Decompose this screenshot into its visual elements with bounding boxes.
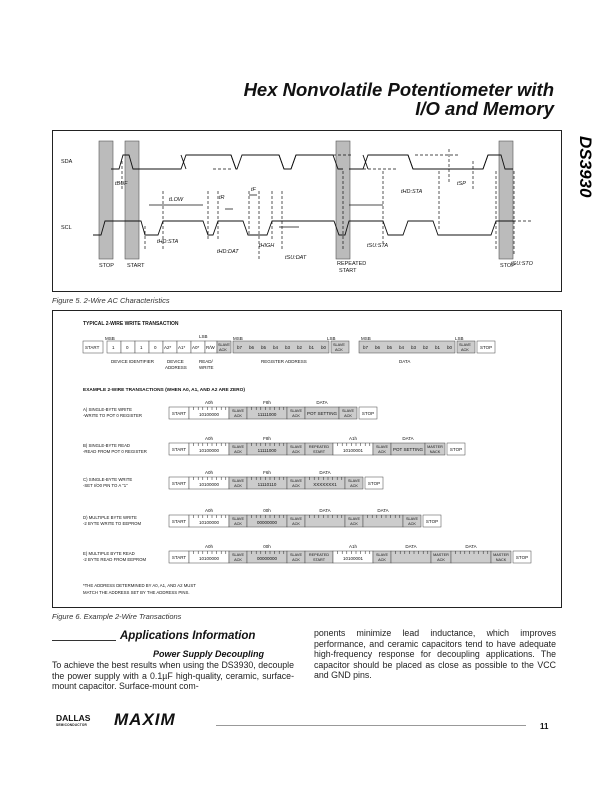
row-label-1-b: -READ FROM POT 0 REGISTER — [83, 449, 147, 454]
row-3-ack1-text-1: ACK — [234, 522, 242, 526]
row-4-rep-text-1: START — [312, 558, 326, 562]
row-2-byte2-hex: F6h — [263, 470, 271, 475]
figure-5-caption: Figure 5. 2-Wire AC Characteristics — [52, 296, 170, 305]
t-hd-sta-2-label: tHD:STA — [401, 189, 423, 195]
slave-ack-2-a: SLAVE — [333, 343, 345, 347]
start-band — [125, 141, 139, 259]
row-4-start-text-0: START — [171, 555, 187, 560]
row-4-ack3-text-0: SLAVE — [376, 553, 388, 557]
msb-2: MSB — [233, 336, 243, 341]
scl-label: SCL — [61, 225, 72, 231]
row-1-byte2-bits: 11111000 — [257, 448, 277, 453]
row-1-start-text-0: START — [171, 447, 187, 452]
stop-label-2: STOP — [500, 263, 515, 269]
title-line-2: I/O and Memory — [415, 98, 554, 119]
stop-band — [99, 141, 113, 259]
row-2-stop-text-0: STOP — [367, 481, 381, 486]
row-label-4-a: E) MULTIPLE BYTE READ — [83, 551, 135, 556]
row-2-byte3-bits: XXXXXXX1 — [313, 482, 337, 487]
row-1-ack3-text-0: SLAVE — [376, 445, 388, 449]
slave-ack-3-a: SLAVE — [459, 343, 471, 347]
data-bit-6: b1 — [435, 345, 441, 350]
t-su-sto-label: tSU:STO — [511, 261, 533, 267]
dallas-text: DALLAS — [56, 713, 91, 723]
row-1-rep-text-0: REPEATED — [308, 445, 330, 449]
row-1-ack2-text-1: ACK — [292, 450, 300, 454]
lsb-2: LSB — [327, 336, 336, 341]
dev-bit-5: A1* — [178, 345, 186, 350]
reg-bit-5: b2 — [297, 345, 303, 350]
row-0-ack2-text-1: ACK — [292, 414, 300, 418]
dev-bit-3: 0 — [154, 345, 157, 350]
row-4-stop-text-0: STOP — [515, 555, 529, 560]
device-label-1: DEVICE — [167, 359, 184, 364]
t-hd-sta-label: tHD:STA — [157, 239, 179, 245]
row-0-pot-text-0: POT SETTING — [307, 411, 337, 416]
repeated-label-1: REPEATED — [337, 261, 367, 267]
row-0-ack1-text-0: SLAVE — [232, 409, 244, 413]
row-label-4-b: -2 BYTE READ FROM EEPROM — [83, 557, 147, 562]
dallas-logo — [56, 713, 90, 727]
row-1-byte1-bits: 10100000 — [198, 448, 220, 453]
reg-bit-1: b6 — [249, 345, 255, 350]
row-2-ack1-text-1: ACK — [234, 484, 242, 488]
paragraph-right: ponents minimize lead inductance, which improves performance, and ceramic capacitors tend to have adequate high-frequency response for decoupling applications. The capacitor should be placed as close as possible to the VCC and GND pins. — [314, 628, 556, 681]
row-3-byte4-hex: DATA — [377, 508, 389, 513]
row-2-byte1-hex: A0h — [204, 470, 214, 475]
row-3-byte2-bits: 00000000 — [256, 520, 278, 525]
row-1-data-label: DATA — [402, 436, 414, 441]
row-0-byte1-bits: 10100000 — [198, 412, 220, 417]
typical-title: TYPICAL 2-WIRE WRITE TRANSACTION — [83, 321, 179, 327]
t-r-label: tR — [219, 195, 225, 201]
row-4-byte5-hex: DATA — [465, 544, 477, 549]
row-4-mnack-text-0: MASTER — [493, 553, 509, 557]
row-2-byte2-bits: 11110110 — [257, 482, 277, 487]
row-4-mack-text-1: ACK — [437, 558, 445, 562]
transactions-diagram — [53, 311, 561, 607]
msb-3: MSB — [361, 336, 371, 341]
read-label-2: WRITE — [199, 365, 214, 370]
t-su-sta-label: tSU:STA — [367, 243, 388, 249]
example-rows — [83, 400, 531, 563]
dev-bit-6: A0* — [192, 345, 200, 350]
row-0-byte2-bits: 11111000 — [257, 412, 277, 417]
t-hd-dat-label: tHD:DAT — [217, 249, 239, 255]
row-3-ack3-text-1: ACK — [350, 522, 358, 526]
dev-bit-4: A2* — [164, 345, 172, 350]
device-label-2: ADDRESS — [165, 365, 187, 370]
data-bit-4: b3 — [411, 345, 417, 350]
row-1-byte2-hex: F8h — [263, 436, 271, 441]
sda-transitions — [181, 155, 296, 169]
note-line-2: MATCH THE ADDRESS SET BY THE ADDRESS PINS. — [83, 590, 190, 595]
data-bit-0: b7 — [363, 345, 369, 350]
t-buf-label: tBUF — [115, 181, 128, 187]
row-2-start-text-0: START — [171, 481, 187, 486]
register-address-label: REGISTER ADDRESS — [261, 359, 307, 364]
row-4-byte5 — [451, 551, 491, 563]
title-line-1: Hex Nonvolatile Potentiometer with — [243, 79, 554, 100]
t-high-label: tHIGH — [259, 243, 275, 249]
row-3-ack1-text-0: SLAVE — [232, 517, 244, 521]
dev-bit-2: 1 — [140, 345, 143, 350]
stop-label: STOP — [99, 263, 114, 269]
row-4-mnack-text-1: NACK — [495, 558, 507, 562]
row-2-ack2-text-0: SLAVE — [290, 479, 302, 483]
msb-1: MSB — [105, 336, 115, 341]
row-4-rep-text-0: REPEATED — [308, 553, 330, 557]
row-3-ack3-text-0: SLAVE — [348, 517, 360, 521]
section-heading: Applications Information — [120, 630, 256, 642]
sda-waveform — [111, 155, 343, 169]
rw-bit: R/W — [206, 345, 215, 350]
row-0-data-label: DATA — [316, 400, 328, 405]
sda-label: SDA — [61, 159, 73, 165]
stop-band-2 — [499, 141, 513, 259]
example-title: EXAMPLE 2-WIRE TRANSACTIONS (WHEN A0, A1, AND A2 ARE ZERO) — [83, 388, 245, 393]
slave-ack-1-b: ACK — [219, 348, 227, 352]
slave-ack-3-b: ACK — [461, 348, 469, 352]
data-bit-5: b2 — [423, 345, 429, 350]
reg-bit-4: b3 — [285, 345, 291, 350]
row-4-byte3-hex: A1h — [348, 544, 358, 549]
row-0-byte1-hex: A0h — [204, 400, 214, 405]
row-1-mnack-text-1: NACK — [429, 450, 441, 454]
row-4-ack2-text-1: ACK — [292, 558, 300, 562]
repeated-label-2: START — [339, 268, 357, 274]
row-3-byte3 — [305, 515, 345, 527]
row-2-ack1-text-0: SLAVE — [232, 479, 244, 483]
typical-start: START — [85, 345, 100, 350]
read-label-1: READ/ — [199, 359, 213, 364]
sda-transitions-2 — [363, 155, 488, 169]
row-3-stop-text-0: STOP — [425, 519, 439, 524]
row-4-byte2-hex: 00h — [263, 544, 271, 549]
note-line-1: *THE ADDRESS DETERMINED BY A0, A1, AND A2 MUST — [83, 583, 196, 588]
timing-markers — [122, 161, 514, 261]
row-1-byte3-bits: 10100001 — [342, 448, 364, 453]
row-4-byte4 — [391, 551, 431, 563]
row-label-2-b: -SET I/O0 PIN TO A "1" — [83, 483, 128, 488]
row-3-byte1-hex: A0h — [204, 508, 214, 513]
lsb-1: LSB — [199, 334, 208, 339]
dev-bit-1: 0 — [126, 345, 129, 350]
row-1-mnack-text-0: MASTER — [427, 445, 443, 449]
row-0-start-text-0: START — [171, 411, 187, 416]
row-4-ack1-text-1: ACK — [234, 558, 242, 562]
row-2-byte3-hex: DATA — [319, 470, 331, 475]
row-2-ack2-text-1: ACK — [292, 484, 300, 488]
data-bit-1: b6 — [375, 345, 381, 350]
row-4-byte1-bits: 10100000 — [198, 556, 220, 561]
row-label-0-a: A) SINGLE-BYTE WRITE — [83, 407, 132, 412]
sub-heading: Power Supply Decoupling — [153, 649, 265, 659]
row-3-ack2-text-0: SLAVE — [290, 517, 302, 521]
heading-rule — [52, 640, 116, 641]
row-4-ack2-text-0: SLAVE — [290, 553, 302, 557]
row-0-ack3-text-1: ACK — [344, 414, 352, 418]
row-1-byte3-hex: A1h — [348, 436, 358, 441]
row-0-ack2-text-0: SLAVE — [290, 409, 302, 413]
row-2-ack3-text-1: ACK — [350, 484, 358, 488]
t-su-dat-label: tSU:DAT — [285, 255, 307, 261]
row-1-pot-text-0: POT SETTING — [393, 447, 423, 452]
row-1-ack1-text-0: SLAVE — [232, 445, 244, 449]
reg-bit-2: b5 — [261, 345, 267, 350]
dashed-continuations — [213, 155, 533, 221]
sda-waveform-2 — [349, 155, 513, 169]
row-label-2-a: C) SINGLE-BYTE WRITE — [83, 477, 133, 482]
row-3-byte2-hex: 00h — [263, 508, 271, 513]
row-3-start-text-0: START — [171, 519, 187, 524]
page-number: 11 — [540, 722, 549, 731]
row-label-0-b: -WRITE TO POT 0 REGISTER — [83, 413, 142, 418]
slave-ack-1-a: SLAVE — [218, 343, 230, 347]
figure-5-timing — [52, 130, 562, 292]
side-label: DS3930 — [576, 136, 595, 198]
row-0-ack3-text-0: SLAVE — [342, 409, 354, 413]
data-bit-2: b5 — [387, 345, 393, 350]
lsb-3: LSB — [455, 336, 464, 341]
row-1-byte1-hex: A0h — [204, 436, 214, 441]
paragraph-left: To achieve the best results when using the DS3930, decouple the power supply with a 0.1µF high-quality, ceramic, surface-mount capacitor. Surface-mount com- — [52, 660, 294, 692]
reg-bit-3: b4 — [273, 345, 279, 350]
data-bit-7: b0 — [447, 345, 453, 350]
row-0-byte2-hex: F8h — [263, 400, 271, 405]
typical-stop: STOP — [480, 345, 493, 350]
row-0-ack1-text-1: ACK — [234, 414, 242, 418]
row-4-mack-text-0: MASTER — [433, 553, 449, 557]
row-0-stop-text-0: STOP — [361, 411, 375, 416]
row-4-ack3-text-1: ACK — [378, 558, 386, 562]
row-3-ack4-text-1: ACK — [408, 522, 416, 526]
row-4-byte1-hex: A0h — [204, 544, 214, 549]
row-1-ack2-text-0: SLAVE — [290, 445, 302, 449]
figure-6-caption: Figure 6. Example 2-Wire Transactions — [52, 612, 182, 621]
data-bit-3: b4 — [399, 345, 405, 350]
row-2-byte1-bits: 10100000 — [198, 482, 220, 487]
row-label-1-a: B) SINGLE-BYTE READ — [83, 443, 131, 448]
slave-ack-2-b: ACK — [335, 348, 343, 352]
t-low-label: tLOW — [169, 197, 184, 203]
page-title — [244, 80, 554, 118]
row-4-byte3-bits: 10100001 — [342, 556, 364, 561]
row-1-rep-text-1: START — [312, 450, 326, 454]
data-label: DATA — [399, 359, 411, 364]
reg-bit-7: b0 — [321, 345, 327, 350]
row-3-byte4 — [363, 515, 403, 527]
dev-bit-0: 1 — [112, 345, 115, 350]
row-label-3-a: D) MULTIPLE BYTE WRITE — [83, 515, 137, 520]
scl-waveform — [93, 221, 515, 235]
figure-6-transactions — [52, 310, 562, 608]
row-3-byte1-bits: 10100000 — [198, 520, 220, 525]
side-part-number — [570, 132, 606, 222]
maxim-logo: MAXIM — [114, 710, 176, 729]
row-1-stop-text-0: STOP — [449, 447, 463, 452]
row-1-ack1-text-1: ACK — [234, 450, 242, 454]
footer-rule — [216, 725, 526, 726]
reg-bit-6: b1 — [309, 345, 315, 350]
row-4-ack1-text-0: SLAVE — [232, 553, 244, 557]
t-f-label: tF — [251, 187, 256, 193]
row-2-ack3-text-0: SLAVE — [348, 479, 360, 483]
row-3-byte3-hex: DATA — [319, 508, 331, 513]
row-label-3-b: -2 BYTE WRITE TO EEPROM — [83, 521, 142, 526]
row-3-ack4-text-0: SLAVE — [406, 517, 418, 521]
t-sp-label: tSP — [457, 181, 466, 187]
row-3-ack2-text-1: ACK — [292, 522, 300, 526]
row-1-ack3-text-1: ACK — [378, 450, 386, 454]
row-4-byte2-bits: 00000000 — [256, 556, 278, 561]
row-4-byte4-hex: DATA — [405, 544, 417, 549]
timing-diagram — [53, 131, 561, 291]
device-identifier-label: DEVICE IDENTIFIER — [111, 359, 155, 364]
reg-bit-0: b7 — [237, 345, 243, 350]
semiconductor-text: SEMICONDUCTOR — [56, 723, 88, 727]
start-label: START — [127, 263, 145, 269]
